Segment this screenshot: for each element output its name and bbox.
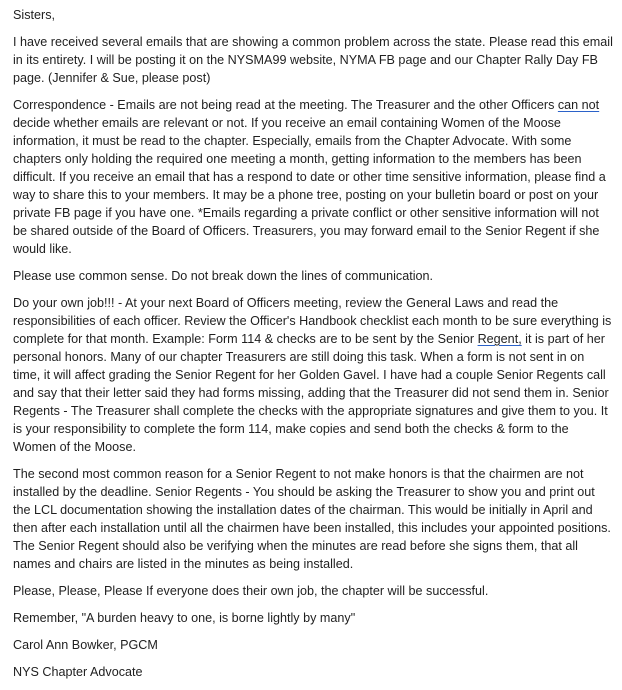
paragraph-own-job [13, 294, 613, 456]
paragraph-own-job-text-end: it is part of her personal honors. Many of our chapter Treasurers are still doing this task. When a form is not sent in on time, it will affect grading the Senior Regent for her Golden Gavel. I have had a couple Senior Regents call and say that their letter said they had forms missing, adding that the Treasurer did not send them in. Senior Regents - The Treasurer shall complete the checks with the appropriate signatures and give them to you. It is your responsibility to complete the form 114, make copies and send both the checks & form to the Women of the Moose. [13, 332, 609, 454]
paragraph-correspondence-text-end: decide whether emails are relevant or not. If you receive an email containing Women of the Moose information, it must be read to the chapter. Especially, emails from the Chapter Advocate. With some chapters only holding the required one meeting a month, getting information to the members has been difficult. If you receive an email that has a respond to date or other time sensitive information, please find a way to share this to your members. It may be a phone tree, posting on your bulletin board or post on your private FB page if you have one. *Emails regarding a private conflict or other sensitive information will not be shared outside of the Board of Officers. Treasurers, you may forward email to the Senior Regent if she would like. [13, 116, 606, 256]
paragraph-common-sense: Please use common sense. Do not break down the lines of communication. [13, 269, 434, 283]
signature-title: NYS Chapter Advocate [13, 665, 143, 679]
paragraph-correspondence [13, 96, 613, 258]
spellcheck-flagged-phrase[interactable]: can not [557, 98, 600, 112]
paragraph-own-job-text-start: Do your own job!!! - At your next Board of Officers meeting, review the General Laws and read the responsibilities of each officer. Review the Officer's Handbook checklist each month to be sure everything is complete for that month. Example: Form 114 & checks are to be sent by the Senior [13, 296, 612, 346]
salutation: Sisters, [13, 8, 55, 22]
paragraph-correspondence-text-start: Correspondence - Emails are not being read at the meeting. The Treasurer and the other Officers [13, 98, 558, 112]
paragraph-chairmen: The second most common reason for a Senior Regent to not make honors is that the chairmen are not installed by the deadline. Senior Regents - You should be asking the Treasurer to show you and print out the LCL documentation showing the installation dates of the chairman. This would be initially in April and then after each installation until all the chairmen have been installed, this includes your appointed positions. The Senior Regent should also be verifying when the minutes are read before she signs them, that all names and chairs are listed in the minutes as being installed. [13, 467, 611, 571]
paragraph-intro: I have received several emails that are showing a common problem across the state. Please read this email in its entirety. I will be posting it on the NYSMA99 website, NYMA FB page and our Chapter Rally Day FB page. (Jennifer & Sue, please post) [13, 35, 613, 85]
paragraph-remember-quote: Remember, "A burden heavy to one, is borne lightly by many" [13, 611, 356, 625]
spellcheck-flagged-word[interactable]: Regent, [477, 332, 522, 346]
letter-body [13, 6, 613, 690]
signature-name: Carol Ann Bowker, PGCM [13, 638, 158, 652]
paragraph-please: Please, Please, Please If everyone does their own job, the chapter will be successful. [13, 584, 489, 598]
